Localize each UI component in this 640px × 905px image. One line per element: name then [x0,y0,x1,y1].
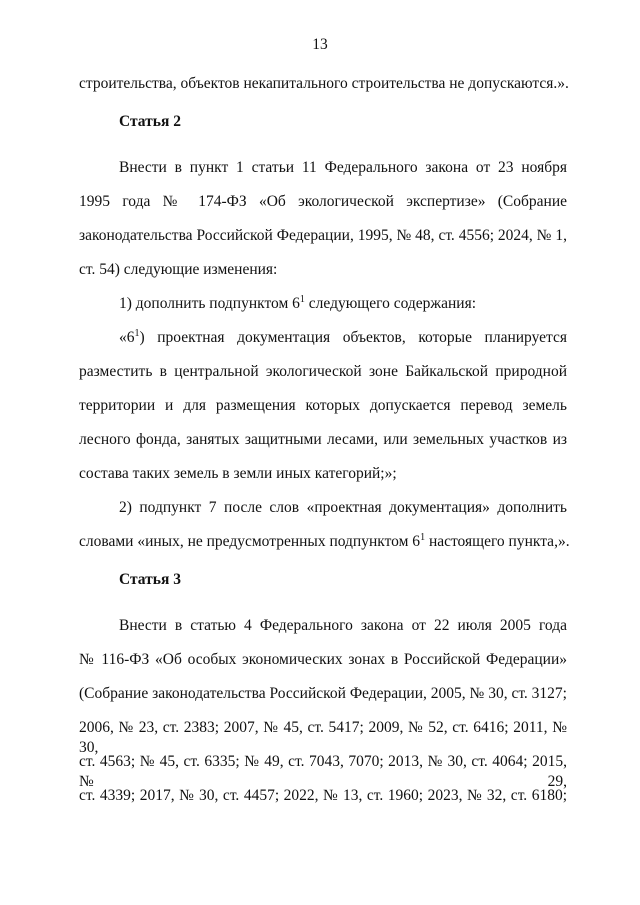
paragraph-line: 2006, № 23, ст. 2383; 2007, № 45, ст. 5417; 2009, № 52, ст. 6416; 2011, № 30, [79,719,567,756]
document-body [79,74,570,820]
paragraph-line [79,294,567,314]
paragraph-line: строительства, объектов некапитального строительства не допускаются.». [79,75,569,92]
paragraph-line: Внести в пункт 1 статьи 11 Федерального закона от 23 ноября [119,159,567,176]
superscript: 1 [299,294,305,305]
text-span: «6 [119,329,135,346]
paragraph-line: 1995 года № 174-ФЗ «Об экологической экспертизе» (Собрание [79,193,567,210]
paragraph-line: разместить в центральной экологической зоне Байкальской природной [79,363,567,380]
paragraph-line [79,328,567,348]
article-2-heading: Статья 2 [119,113,181,130]
paragraph-line: Внести в статью 4 Федерального закона от 22 июля 2005 года [119,617,567,634]
paragraph-line: № 116-ФЗ «Об особых экономических зонах в Российской Федерации» [79,651,567,668]
article-3-heading: Статья 3 [119,571,181,588]
paragraph-line: лесного фонда, занятых защитными лесами, или земельных участков из [79,431,567,448]
paragraph-line: (Собрание законодательства Российской Федерации, 2005, № 30, ст. 3127; [79,685,567,702]
paragraph-line [79,532,570,552]
superscript: 1 [134,328,140,339]
page-number: 13 [312,36,328,53]
text-span: ) проектная документация объектов, которые планируется [139,329,567,346]
text-span: словами «иных, не предусмотренных подпунктом 6 [79,533,421,550]
paragraph-line: состава таких земель в земли иных категорий;»; [79,465,397,482]
text-span: настоящего пункта,». [425,533,570,550]
superscript: 1 [420,532,426,543]
paragraph-line: территории и для размещения которых допускается перевод земель [79,397,567,414]
paragraph-line: 2) подпункт 7 после слов «проектная документация» дополнить [119,499,567,516]
paragraph-line: законодательства Российской Федерации, 1995, № 48, ст. 4556; 2024, № 1, [79,227,567,244]
text-span: 1) дополнить подпунктом 6 [119,295,300,312]
paragraph-line: ст. 4563; № 45, ст. 6335; № 49, ст. 7043, 7070; 2013, № 30, ст. 4064; 2015, № 29, [79,753,567,790]
paragraph-line: ст. 54) следующие изменения: [79,261,278,278]
paragraph-line: ст. 4339; 2017, № 30, ст. 4457; 2022, № 13, ст. 1960; 2023, № 32, ст. 6180; [79,787,567,804]
text-span: следующего содержания: [304,295,477,312]
